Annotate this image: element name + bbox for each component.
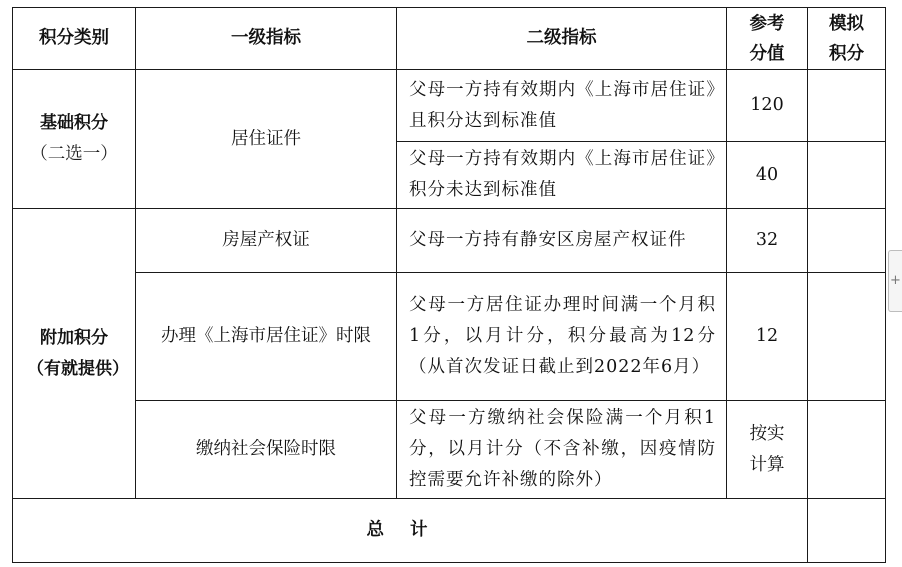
- additional-desc-1: 父母一方持有静安区房屋产权证件: [397, 209, 727, 273]
- header-row: [13, 8, 886, 70]
- basic-row-1: [13, 70, 886, 142]
- header-ref-value: 参考 分值: [727, 8, 808, 70]
- additional-category-note: （有就提供）: [27, 358, 129, 379]
- basic-score-1[interactable]: [808, 70, 886, 142]
- additional-score-1[interactable]: [808, 209, 886, 273]
- basic-desc-1: 父母一方持有效期内《上海市居住证》且积分达到标准值: [397, 70, 727, 142]
- additional-category-title: 附加积分: [40, 327, 108, 348]
- additional-level1-3: 缴纳社会保险时限: [136, 401, 397, 499]
- total-row: [13, 499, 886, 563]
- total-score[interactable]: [808, 499, 886, 563]
- additional-score-3[interactable]: [808, 401, 886, 499]
- additional-level1-2: 办理《上海市居住证》时限: [136, 273, 397, 401]
- basic-score-2[interactable]: [808, 142, 886, 209]
- header-category: 积分类别: [13, 8, 136, 70]
- basic-value-1: 120: [727, 70, 808, 142]
- additional-desc-2: 父母一方居住证办理时间满一个月积1分，以月计分，积分最高为12分（从首次发证日截止到2022年6月）: [397, 273, 727, 401]
- side-expand-tab[interactable]: [888, 250, 902, 312]
- basic-category-title: 基础积分: [40, 113, 108, 133]
- additional-row-1: [13, 209, 886, 273]
- basic-value-2: 40: [727, 142, 808, 209]
- additional-score-2[interactable]: [808, 273, 886, 401]
- header-level2: 二级指标: [397, 8, 727, 70]
- total-label-cell: [13, 499, 808, 563]
- additional-value-1: 32: [727, 209, 808, 273]
- total-label: 总计: [366, 520, 454, 540]
- basic-category-note: （二选一）: [30, 144, 118, 164]
- additional-value-2: 12: [727, 273, 808, 401]
- header-level1: 一级指标: [136, 8, 397, 70]
- additional-desc-3: 父母一方缴纳社会保险满一个月积1分，以月计分（不含补缴，因疫情防控需要允许补缴的除外）: [397, 401, 727, 499]
- additional-row-2: [13, 273, 886, 401]
- additional-level1-1: 房屋产权证: [136, 209, 397, 273]
- additional-value-3: 按实计算: [727, 401, 808, 499]
- additional-category-cell: [13, 209, 136, 499]
- points-table: [12, 7, 886, 563]
- additional-row-3: [13, 401, 886, 499]
- basic-level1: 居住证件: [136, 70, 397, 209]
- basic-category-cell: [13, 70, 136, 209]
- header-simulated: 模拟 积分: [808, 8, 886, 70]
- basic-desc-2: 父母一方持有效期内《上海市居住证》积分未达到标准值: [397, 142, 727, 209]
- plus-icon: +: [890, 273, 901, 288]
